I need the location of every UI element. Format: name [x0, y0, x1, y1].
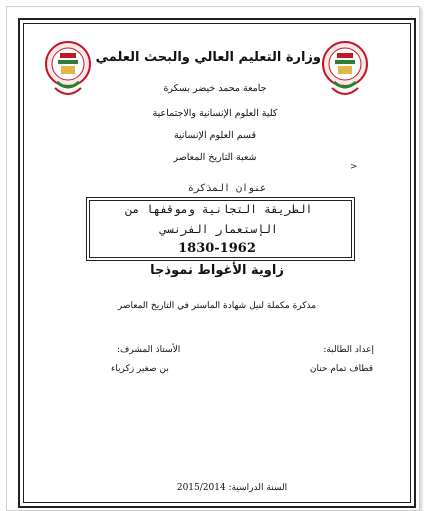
stray-marker: >	[350, 162, 358, 172]
ministry-heading: وزارة التعليم العالي والبحث العلمي	[95, 50, 321, 65]
memo-title-label: عنوان المذكرة	[187, 183, 267, 194]
supervisor-name: بن صغير زكرياء	[111, 364, 169, 374]
document-page	[6, 6, 420, 511]
memo-title-line-1: الطريقة التجانية وموقفها من	[125, 202, 313, 216]
student-label: إعداد الطالبة:	[323, 345, 374, 355]
student-name: قطاف تمام حنان	[309, 364, 373, 374]
university-name: جامعة محمد خيضر بسكرة	[163, 83, 267, 94]
memo-subtitle: زاوية الأغواط نموذجا	[150, 263, 284, 278]
branch-name: شعبة التاريخ المعاصر	[173, 152, 257, 163]
supervisor-label: الأستاذ المشرف:	[117, 345, 181, 355]
memo-years: 1830-1962	[178, 241, 256, 256]
memo-title-line-2: الإستعمار الفرنسي	[160, 222, 278, 236]
academic-year: السنة الدراسية: 2015/2014	[176, 483, 288, 493]
university-emblem-left	[43, 40, 93, 102]
faculty-name: كلية العلوم الإنسانية والاجتماعية	[152, 108, 278, 119]
memo-purpose: مذكرة مكملة لنيل شهادة الماستر في التاريخ المعاصر	[117, 301, 317, 311]
department-name: قسم العلوم الإنسانية	[173, 130, 257, 141]
